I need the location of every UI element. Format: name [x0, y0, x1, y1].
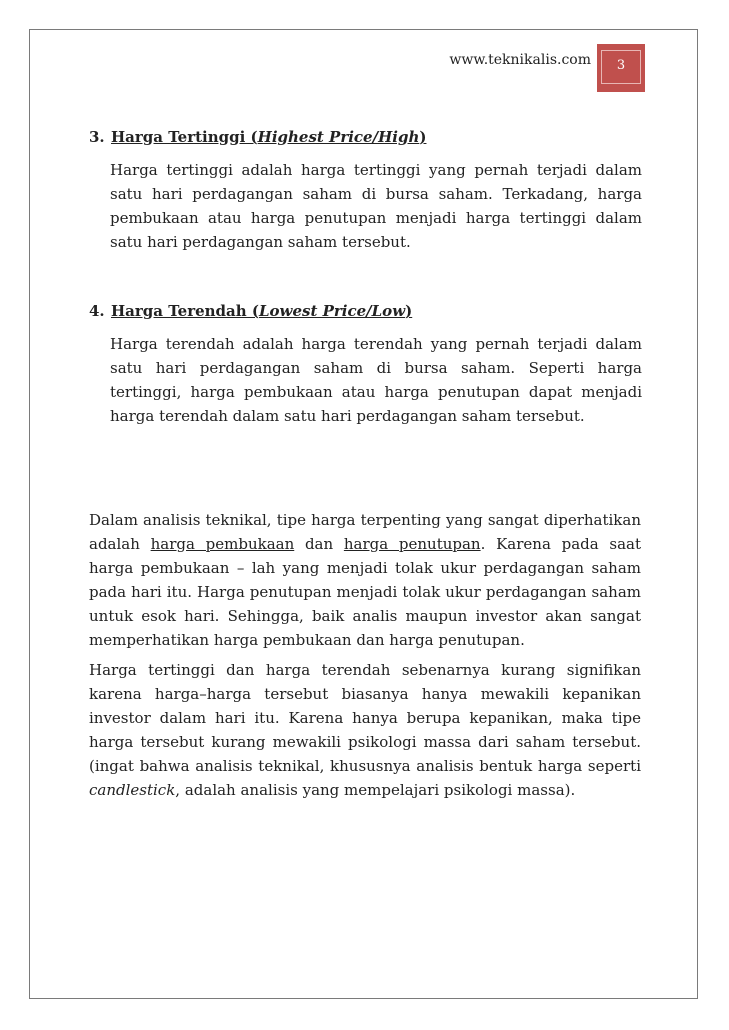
text-span: dan [294, 535, 344, 553]
section-body: Harga tertinggi adalah harga tertinggi yang pernah terjadi dalam satu hari perdagangan saham di bursa saham. Terkadang, harga pembukaan atau harga penutupan menjadi harga tertinggi dalam satu hari perdagangan saham tersebut. [110, 161, 642, 251]
section-highest-price [89, 127, 642, 254]
section-title-suffix: ) [419, 128, 427, 146]
term-harga-pembukaan: harga pembukaan [150, 535, 295, 553]
paragraph-price-types [89, 508, 641, 652]
page-number-box [597, 44, 645, 92]
text-span: . Karena pada saat harga pembukaan – lah yang menjadi tolak ukur perdagangan saham pada hari itu. Harga penutupan menjadi tolak ukur perdagangan saham untuk esok hari. Sehingga, baik analis maupun investor akan sangat memperhatikan harga pembukaan dan harga penutupan. [89, 535, 642, 649]
section-heading [89, 301, 642, 321]
page-number: 3 [601, 50, 641, 84]
section-title-prefix: Harga Terendah ( [111, 302, 259, 320]
section-title-suffix: ) [405, 302, 413, 320]
text-span: Harga tertinggi dan harga terendah sebenarnya kurang signifikan karena harga–harga tersebut biasanya hanya mewakili kepanikan investor dalam hari itu. Karena hanya berupa kepanikan, maka tipe harga tersebut kurang mewakili psikologi massa dari saham tersebut. (ingat bahwa analisis teknikal, khususnya analisis bentuk harga seperti [89, 661, 641, 775]
section-lowest-price [89, 301, 642, 428]
section-title-prefix: Harga Tertinggi ( [111, 128, 258, 146]
section-number: 4. [89, 302, 105, 320]
section-heading [89, 127, 642, 147]
section-title-italic: Lowest Price/Low [259, 302, 406, 320]
section-title [111, 128, 426, 146]
section-title-italic: Highest Price/High [257, 128, 420, 146]
term-candlestick: candlestick [89, 781, 176, 799]
header-url: www.teknikalis.com [449, 52, 591, 68]
section-number: 3. [89, 128, 105, 146]
section-body: Harga terendah adalah harga terendah yang pernah terjadi dalam satu hari perdagangan saham di bursa saham. Seperti harga tertinggi, harga pembukaan atau harga penutupan dapat menjadi harga terendah dalam satu hari perdagangan saham tersebut. [110, 335, 642, 425]
text-span: Dalam analisis teknikal, tipe harga terpenting yang sangat diperhatikan adalah [89, 511, 641, 553]
section-title [111, 302, 412, 320]
paragraph-high-low-significance [89, 658, 641, 802]
text-span: , adalah analisis yang mempelajari psikologi massa). [175, 781, 576, 799]
term-harga-penutupan: harga penutupan [343, 535, 481, 553]
